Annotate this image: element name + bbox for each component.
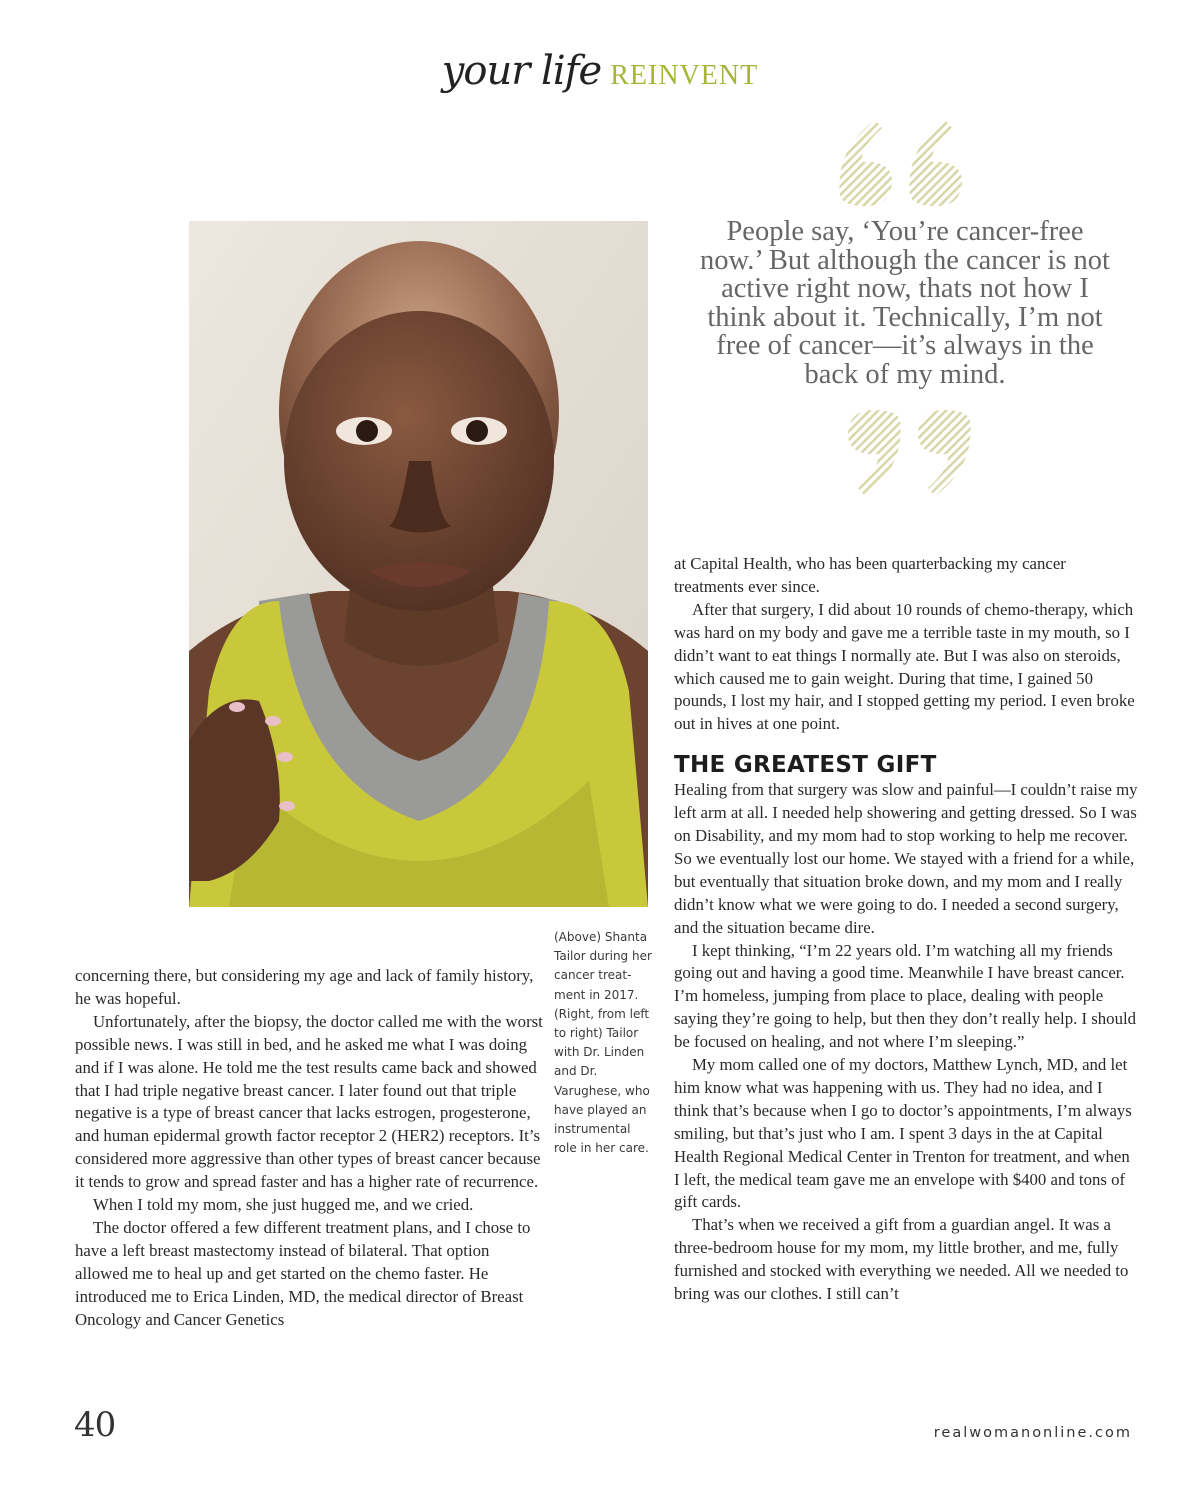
pull-quote-block	[700, 110, 1110, 506]
portrait-photo-icon	[189, 221, 648, 907]
paragraph: at Capital Health, who has been quarterbacking my cancer treatments ever since.	[674, 554, 1066, 596]
paragraph: My mom called one of my doctors, Matthew Lynch, MD, and let him know what was happening with us. They had no idea, and I think that’s because when I go to doctor’s appointments, I’m always smiling, but that’s just who I am. I spent 3 days in the at Capital Health Regional Medical Center in Trenton for treatment, and when I left, the medical team gave me an envelope with $400 and tons of gift cards.	[674, 1055, 1132, 1212]
close-quote-icon	[830, 406, 980, 506]
open-quote-icon	[830, 110, 980, 210]
left-column	[75, 965, 545, 1332]
section-subhead: THE GREATEST GIFT	[674, 752, 937, 779]
portrait-photo	[189, 221, 648, 907]
paragraph: concerning there, but considering my age and lack of family history, he was hopeful.	[75, 966, 534, 1008]
paragraph: The doctor offered a few different treatment plans, and I chose to have a left breast mastectomy instead of bilateral. That option allowed me to heal up and get started on the chemo faster. He introduced me to Erica Linden, MD, the medical director of Breast Oncology and Cancer Genetics	[75, 1217, 531, 1329]
site-url: realwomanonline.com	[933, 1425, 1132, 1441]
paragraph: After that surgery, I did about 10 rounds of chemo-therapy, which was hard on my body and gave me a terrible taste in my mouth, so I didn’t want to eat things I normally ate. But I was also on steroids, which caused me to gain weight. During that time, I gained 50 pounds, I lost my hair, and I stopped getting my period. I even broke out in hives at one point.	[674, 599, 1135, 734]
section-header	[0, 48, 1200, 94]
header-section-label: REINVENT	[610, 60, 759, 91]
photo-caption: (Above) Shanta Tailor during her cancer treat-ment in 2017. (Right, from left to right) Tailor with Dr. Linden and Dr. Varughese, who have played an instrumental role in her care.	[554, 930, 652, 1156]
paragraph: When I told my mom, she just hugged me, and we cried.	[93, 1195, 474, 1215]
paragraph: Healing from that surgery was slow and painful—I couldn’t raise my left arm at all. I needed help showering and getting dressed. So I was on Disability, and my mom had to stop working to help me recover. So we eventually lost our home. We stayed with a friend for a while, but eventually that situation broke down, and my mom and I really didn’t know what we were going to do. I needed a second surgery, and the situation became dire.	[674, 780, 1138, 937]
paragraph: Unfortunately, after the biopsy, the doctor called me with the worst possible news. I was still in bed, and he asked me what I was doing and if I was alone. He told me the test results came back and showed that I had triple negative breast cancer. I later found out that triple negative is a type of breast cancer that lacks estrogen, progesterone, and human epidermal growth factor receptor 2 (HER2) receptors. It’s considered more aggressive than other types of breast cancer because it tends to grow and spread faster and has a higher rate of recurrence.	[75, 1011, 543, 1192]
right-column	[674, 553, 1138, 1306]
page-number: 40	[74, 1405, 116, 1445]
paragraph: I kept thinking, “I’m 22 years old. I’m watching all my friends going out and having a good time. Meanwhile I have breast cancer. I’m homeless, jumping from place to place, dealing with people saying they’re going to help, but then they don’t really help. I should be focused on healing, and not where I’m sleeping.”	[674, 940, 1137, 1052]
pull-quote-text: People say, ‘You’re cancer-free now.’ But although the cancer is not active right now, thats not how I think about it. Technically, I’m not free of cancer—it’s always in the back of my mind.	[700, 216, 1110, 390]
header-script-title: your life	[441, 48, 602, 94]
paragraph: That’s when we received a gift from a guardian angel. It was a three-bedroom house for my mom, my little brother, and me, fully furnished and stocked with everything we needed. All we needed to bring was our clothes. I still can’t	[674, 1215, 1129, 1304]
